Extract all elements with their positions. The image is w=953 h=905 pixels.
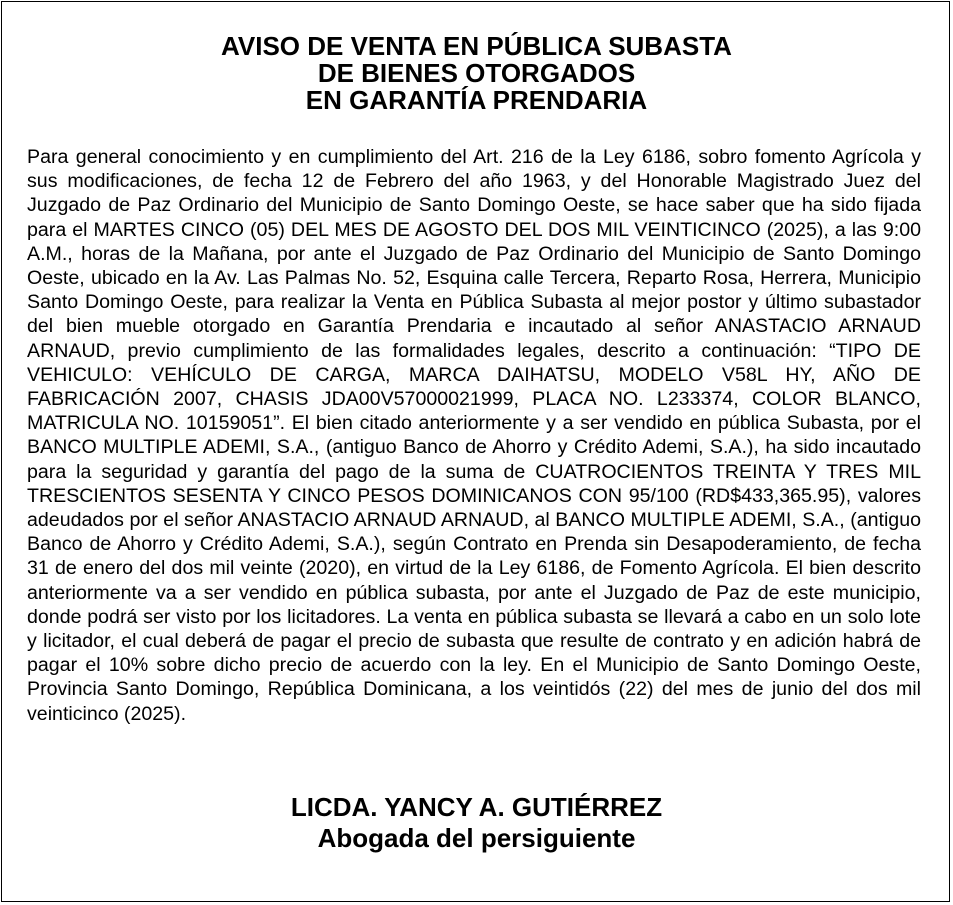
title-line-1: AVISO DE VENTA EN PÚBLICA SUBASTA	[221, 31, 732, 61]
signatory-role: Abogada del persiguiente	[317, 823, 636, 853]
signatory-name: LICDA. YANCY A. GUTIÉRREZ	[290, 792, 663, 822]
title-line-2: DE BIENES OTORGADOS	[317, 58, 636, 88]
signature-block	[0, 792, 953, 854]
notice-body: Para general conocimiento y en cumplimiento del Art. 216 de la Ley 6186, sobro fomento Agrícola y sus modificaciones, de fecha 12 de Febrero del año 1963, y del Honorable Magistrado Juez del Juzgado de Paz Ordinario del Municipio de Santo Domingo Oeste, se hace saber que ha sido fijada para el MARTES CINCO (05) DEL MES DE AGOSTO DEL DOS MIL VEINTICINCO (2025), a las 9:00 A.M., horas de la Mañana, por ante el Juzgado de Paz Ordinario del Municipio de Santo Domingo Oeste, ubicado en la Av. Las Palmas No. 52, Esquina calle Tercera, Reparto Rosa, Herrera, Municipio Santo Domingo Oeste, para realizar la Venta en Pública Subasta al mejor postor y último subastador del bien mueble otorgado en Garantía Prendaria e incautado al señor ANASTACIO ARNAUD ARNAUD, previo cumplimiento de las formalidades legales, descrito a continuación: “TIPO DE VEHICULO: VEHÍCULO DE CARGA, MARCA DAIHATSU, MODELO V58L HY, AÑO DE FABRICACIÓN 2007, CHASIS JDA00V57000021999, PLACA NO. L233374, COLOR BLANCO, MATRICULA NO. 10159051”. El bien citado anteriormente y a ser vendido en pública Subasta, por el BANCO MULTIPLE ADEMI, S.A., (antiguo Banco de Ahorro y Crédito Ademi, S.A.), ha sido incautado para la seguridad y garantía del pago de la suma de CUATROCIENTOS TREINTA Y TRES MIL TRESCIENTOS SESENTA Y CINCO PESOS DOMINICANOS CON 95/100 (RD$433,365.95), valores adeudados por el señor ANASTACIO ARNAUD ARNAUD, al BANCO MULTIPLE ADEMI, S.A., (antiguo Banco de Ahorro y Crédito Ademi, S.A.), según Contrato en Prenda sin Desapoderamiento, de fecha 31 de enero del dos mil veinte (2020), en virtud de la Ley 6186, de Fomento Agrícola. El bien descrito anteriormente va a ser vendido en pública subasta, por ante el Juzgado de Paz de este municipio, donde podrá ser visto por los licitadores. La venta en pública subasta se llevará a cabo en un solo lote y licitador, el cual deberá de pagar el precio de subasta que resulte de contrato y en adición habrá de pagar el 10% sobre dicho precio de acuerdo con la ley. En el Municipio de Santo Domingo Oeste, Provincia Santo Domingo, República Dominicana, a los veintidós (22) del mes de junio del dos mil veinticinco (2025).	[27, 146, 921, 725]
notice-title	[0, 33, 953, 114]
title-line-3: EN GARANTÍA PRENDARIA	[305, 85, 648, 115]
